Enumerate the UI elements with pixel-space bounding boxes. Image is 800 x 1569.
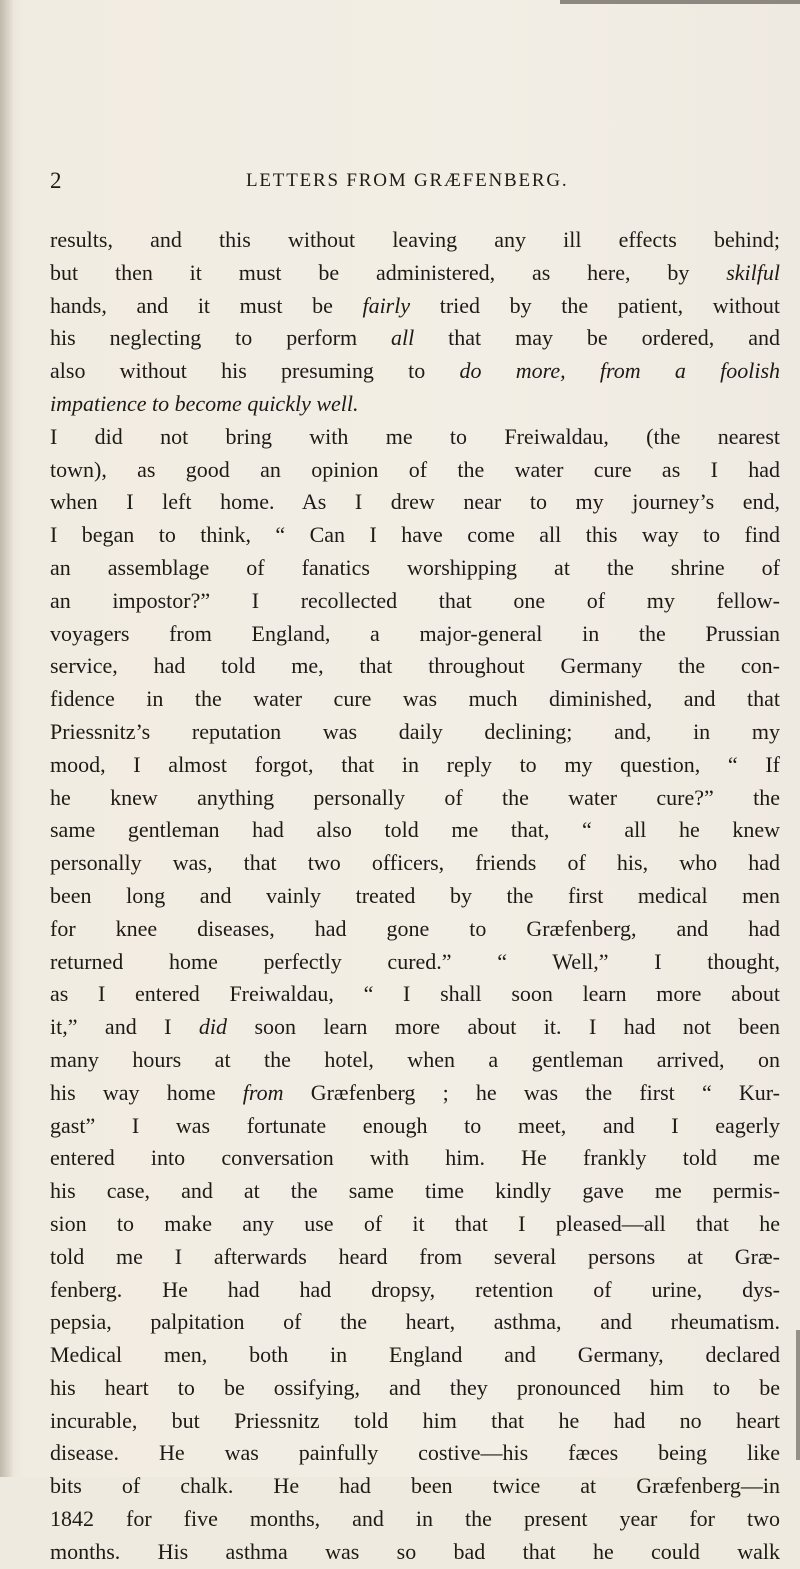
body-text bbox=[50, 224, 780, 1569]
text-run: his case, and at the same time kindly gave me permis- bbox=[50, 1178, 780, 1204]
top-edge-mark bbox=[560, 0, 800, 4]
italic-run: fairly bbox=[362, 292, 411, 318]
page-header bbox=[50, 166, 790, 196]
text-run: results, and this without leaving any ill effects behind; bbox=[50, 227, 780, 252]
text-run: his neglecting to perform bbox=[50, 325, 392, 351]
text-run: soon learn more about it. I had not been bbox=[227, 1014, 780, 1040]
text-run: tried by the patient, without bbox=[410, 292, 780, 318]
text-line bbox=[50, 880, 780, 913]
text-line bbox=[50, 1241, 780, 1274]
text-run: an impostor?” I recollected that one of my fellow- bbox=[50, 587, 780, 613]
italic-run: do more, from a foolish bbox=[459, 358, 780, 384]
text-run: Medical men, both in England and Germany, declared bbox=[50, 1342, 780, 1368]
text-run: incurable, but Priessnitz told him that he had no heart bbox=[50, 1407, 780, 1433]
text-run: returned home perfectly cured.” “ Well,” I thought, bbox=[50, 948, 780, 974]
text-line bbox=[50, 355, 780, 388]
text-run: hands, and it must be bbox=[50, 292, 363, 318]
text-line bbox=[50, 1372, 780, 1405]
page-number: 2 bbox=[50, 168, 63, 193]
text-run: he knew anything personally of the water cure?” the bbox=[50, 784, 780, 810]
text-line bbox=[50, 1208, 780, 1241]
text-line bbox=[50, 1437, 780, 1470]
text-line bbox=[50, 1536, 780, 1569]
text-run: town), as good an opinion of the water cure as I had bbox=[50, 456, 780, 482]
text-run: mood, I almost forgot, that in reply to my question, “ If bbox=[50, 751, 780, 777]
text-line bbox=[50, 913, 780, 946]
text-run: many hours at the hotel, when a gentleman arrived, on bbox=[50, 1046, 780, 1072]
running-head: LETTERS FROM GRÆFENBERG. bbox=[246, 170, 569, 191]
text-run: Priessnitz’s reputation was daily declining; and, in my bbox=[50, 718, 780, 744]
text-line bbox=[50, 1044, 780, 1077]
text-run: 1842 for five months, and in the present year for two bbox=[50, 1506, 780, 1532]
text-line bbox=[50, 1011, 780, 1044]
text-line bbox=[50, 290, 780, 323]
text-run: his way home bbox=[50, 1079, 243, 1105]
text-run: personally was, that two officers, friends of his, who had bbox=[50, 850, 780, 876]
italic-run: skilful bbox=[726, 259, 780, 285]
text-line bbox=[50, 224, 780, 257]
text-run: months. His asthma was so bad that he could walk bbox=[50, 1538, 780, 1564]
text-run: been long and vainly treated by the first medical men bbox=[50, 882, 780, 908]
text-line bbox=[50, 749, 780, 782]
text-run: told me I afterwards heard from several persons at Græ- bbox=[50, 1243, 780, 1269]
text-line bbox=[50, 388, 780, 421]
text-line bbox=[50, 978, 780, 1011]
italic-run: did bbox=[198, 1014, 228, 1040]
text-run: that may be ordered, and bbox=[414, 325, 780, 351]
text-line bbox=[50, 650, 780, 683]
text-line bbox=[50, 421, 780, 454]
text-line bbox=[50, 585, 780, 618]
text-line bbox=[50, 1175, 780, 1208]
text-run: sion to make any use of it that I pleased—all that he bbox=[50, 1210, 780, 1236]
text-line bbox=[50, 1142, 780, 1175]
italic-run: impatience to become quickly well. bbox=[50, 390, 359, 416]
text-line bbox=[50, 1503, 780, 1536]
text-run: service, had told me, that throughout Germany the con- bbox=[50, 653, 780, 679]
text-line bbox=[50, 1077, 780, 1110]
text-line bbox=[50, 1470, 780, 1503]
text-line bbox=[50, 946, 780, 979]
text-run: an assemblage of fanatics worshipping at the shrine of bbox=[50, 554, 780, 580]
text-run: disease. He was painfully costive—his fæces being like bbox=[50, 1440, 780, 1466]
text-line bbox=[50, 847, 780, 880]
text-run: when I left home. As I drew near to my journey’s end, bbox=[50, 489, 780, 515]
text-line bbox=[50, 454, 780, 487]
text-line bbox=[50, 782, 780, 815]
text-line bbox=[50, 1405, 780, 1438]
text-run: same gentleman had also told me that, “ all he knew bbox=[50, 817, 780, 843]
text-line bbox=[50, 1110, 780, 1143]
italic-run: from bbox=[242, 1079, 284, 1105]
text-run: fenberg. He had had dropsy, retention of urine, dys- bbox=[50, 1276, 780, 1302]
text-line bbox=[50, 1306, 780, 1339]
text-run: bits of chalk. He had been twice at Græfenberg—in bbox=[50, 1473, 780, 1499]
text-run: Græfenberg ; he was the first “ Kur- bbox=[283, 1079, 780, 1105]
text-line bbox=[50, 618, 780, 651]
text-line bbox=[50, 1339, 780, 1372]
text-line bbox=[50, 322, 780, 355]
text-run: but then it must be administered, as here, by bbox=[50, 259, 727, 285]
text-line bbox=[50, 519, 780, 552]
text-run: I began to think, “ Can I have come all this way to find bbox=[50, 522, 780, 548]
page-gutter-shadow bbox=[0, 0, 14, 1477]
text-run: gast” I was fortunate enough to meet, and I eagerly bbox=[50, 1112, 780, 1138]
text-run: it,” and I bbox=[50, 1014, 199, 1040]
text-run: as I entered Freiwaldau, “ I shall soon learn more about bbox=[50, 981, 780, 1007]
right-edge-mark bbox=[796, 1330, 800, 1460]
text-run: for knee diseases, had gone to Græfenberg, and had bbox=[50, 915, 780, 941]
text-line bbox=[50, 552, 780, 585]
text-run: pepsia, palpitation of the heart, asthma, and rheumatism. bbox=[50, 1309, 780, 1335]
italic-run: all bbox=[391, 325, 415, 351]
text-run: I did not bring with me to Freiwaldau, (the nearest bbox=[50, 423, 780, 449]
text-line bbox=[50, 683, 780, 716]
text-run: also without his presuming to bbox=[50, 358, 460, 384]
text-run: voyagers from England, a major-general in the Prussian bbox=[50, 620, 780, 646]
text-line bbox=[50, 257, 780, 290]
text-line bbox=[50, 486, 780, 519]
text-line bbox=[50, 814, 780, 847]
text-run: fidence in the water cure was much diminished, and that bbox=[50, 686, 780, 712]
text-line bbox=[50, 1274, 780, 1307]
text-line bbox=[50, 716, 780, 749]
text-run: his heart to be ossifying, and they pronounced him to be bbox=[50, 1374, 780, 1400]
text-run: entered into conversation with him. He frankly told me bbox=[50, 1145, 780, 1171]
